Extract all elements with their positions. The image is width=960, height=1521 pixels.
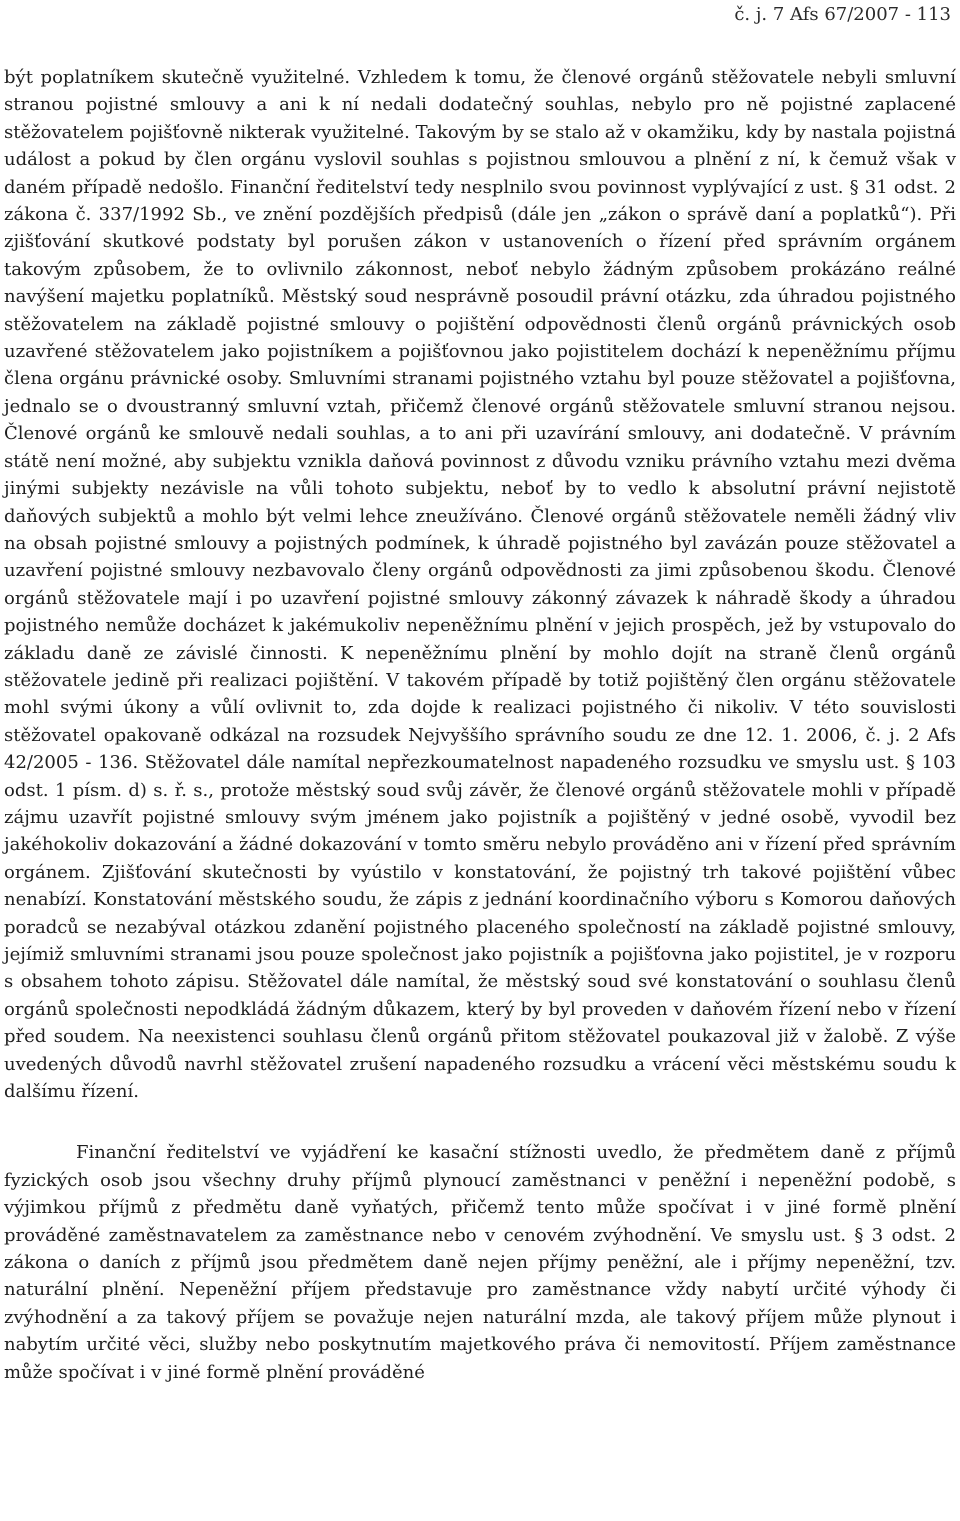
case-reference: č. j. 7 Afs 67/2007 - 113 — [734, 4, 951, 25]
document-body — [4, 64, 956, 1386]
paragraph-financial-directorate-response: Finanční ředitelství ve vyjádření ke kasační stížnosti uvedlo, že předmětem daně z příjmů fyzických osob jsou všechny druhy příjmů plynoucí zaměstnanci v peněžní i nepeněžní podobě, s výjimkou příjmů z předmětu daně vyňatých, přičemž tento může spočívat i v jiné formě plnění prováděné zaměstnavatelem za zaměstnance nebo v cenovém zvýhodnění. Ve smyslu ust. § 3 odst. 2 zákona o daních z příjmů jsou předmětem daně nejen příjmy peněžní, ale i příjmy nepeněžní, tzv. naturální plnění. Nepeněžní příjem představuje pro zaměstnance vždy nabytí určité výhody či zvýhodnění a za takový příjem se považuje nejen naturální mzda, ale takový příjem může plynout i nabytím určité věci, služby nebo poskytnutím majetkového práva či nemovitostí. Příjem zaměstnance může spočívat i v jiné formě plnění prováděné — [4, 1142, 956, 1383]
paragraph-complainant-arguments: být poplatníkem skutečně využitelné. Vzhledem k tomu, že členové orgánů stěžovatele nebyli smluvní stranou pojistné smlouvy a ani k ní nedali dodatečný souhlas, nebylo pro ně pojistné zaplacené stěžovatelem pojišťovně nikterak využitelné. Takovým by se stalo až v okamžiku, kdy by nastala pojistná událost a pokud by člen orgánu vyslovil souhlas s pojistnou smlouvou a plnění z ní, k čemuž však v daném případě nedošlo. Finanční ředitelství tedy nesplnilo svou povinnost vyplývající z ust. § 31 odst. 2 zákona č. 337/1992 Sb., ve znění pozdějších předpisů (dále jen „zákon o správě daní a poplatků“). Při zjišťování skutkové podstaty byl porušen zákon v ustanoveních o řízení před správním orgánem takovým způsobem, že to ovlivnilo zákonnost, neboť nebylo žádným způsobem prokázáno reálné navýšení majetku poplatníků. Městský soud nesprávně posoudil právní otázku, zda úhradou pojistného stěžovatelem na základě pojistné smlouvy o pojištění odpovědnosti členů orgánů právnických osob uzavřené stěžovatelem jako pojistníkem a pojišťovnou jako pojistitelem dochází k nepeněžnímu příjmu člena orgánu právnické osoby. Smluvními stranami pojistného vztahu byl pouze stěžovatel a pojišťovna, jednalo se o dvoustranný smluvní vztah, přičemž členové orgánů stěžovatele smluvní stranou nejsou. Členové orgánů ke smlouvě nedali souhlas, a to ani při uzavírání smlouvy, ani dodatečně. V právním státě není možné, aby subjektu vznikla daňová povinnost z důvodu vzniku právního vztahu mezi dvěma jinými subjekty nezávisle na vůli tohoto subjektu, neboť by to vedlo k absolutní právní nejistotě daňových subjektů a mohlo být velmi lehce zneužíváno. Členové orgánů stěžovatele neměli žádný vliv na obsah pojistné smlouvy a pojistných podmínek, k úhradě pojistného byl zavázán pouze stěžovatel a uzavření pojistné smlouvy nezbavovalo členy orgánů odpovědnosti za jimi způsobenou škodu. Členové orgánů stěžovatele mají i po uzavření pojistné smlouvy zákonný závazek k náhradě škody a úhradou pojistného nemůže docházet k jakémukoliv nepeněžnímu plnění v jejich prospěch, jež by vstupovalo do základu daně ze závislé činnosti. K nepeněžnímu plnění by mohlo dojít na straně členů orgánů stěžovatele jedině při realizaci pojištění. V takovém případě by totiž pojištěný člen orgánu stěžovatele mohl svými úkony a vůlí ovlivnit to, zda dojde k realizaci pojistného či nikoliv. V této souvislosti stěžovatel opakovaně odkázal na rozsudek Nejvyššího správního soudu ze dne 12. 1. 2006, č. j. 2 Afs 42/2005 - 136. Stěžovatel dále namítal nepřezkoumatelnost napadeného rozsudku ve smyslu ust. § 103 odst. 1 písm. d) s. ř. s., protože městský soud svůj závěr, že členové orgánů stěžovatele mohli v případě zájmu uzavřít pojistné smlouvy svým jménem jako pojistník a pojištěný v jedné osobě, vyvodil bez jakéhokoliv dokazování a žádné dokazování v tomto směru nebylo prováděno ani v řízení před správním orgánem. Zjišťování skutečnosti by vyústilo v konstatování, že pojistný trh takové pojištění vůbec nenabízí. Konstatování městského soudu, že zápis z jednání koordinačního výboru s Komorou daňových poradců se nezabýval otázkou zdanění pojistného placeného společností na základě pojistné smlouvy, jejímiž smluvními stranami jsou pouze společnost jako pojistník a pojišťovna jako pojistitel, je v rozporu s obsahem tohoto zápisu. Stěžovatel dále namítal, že městský soud své konstatování o souhlasu členů orgánů společnosti nepodkládá žádným důkazem, který by byl proveden v daňovém řízení nebo v řízení před soudem. Na neexistenci souhlasu členů orgánů přitom stěžovatel poukazoval již v žalobě. Z výše uvedených důvodů navrhl stěžovatel zrušení napadeného rozsudku a vrácení věci městskému soudu k dalšímu řízení. — [4, 67, 956, 1103]
